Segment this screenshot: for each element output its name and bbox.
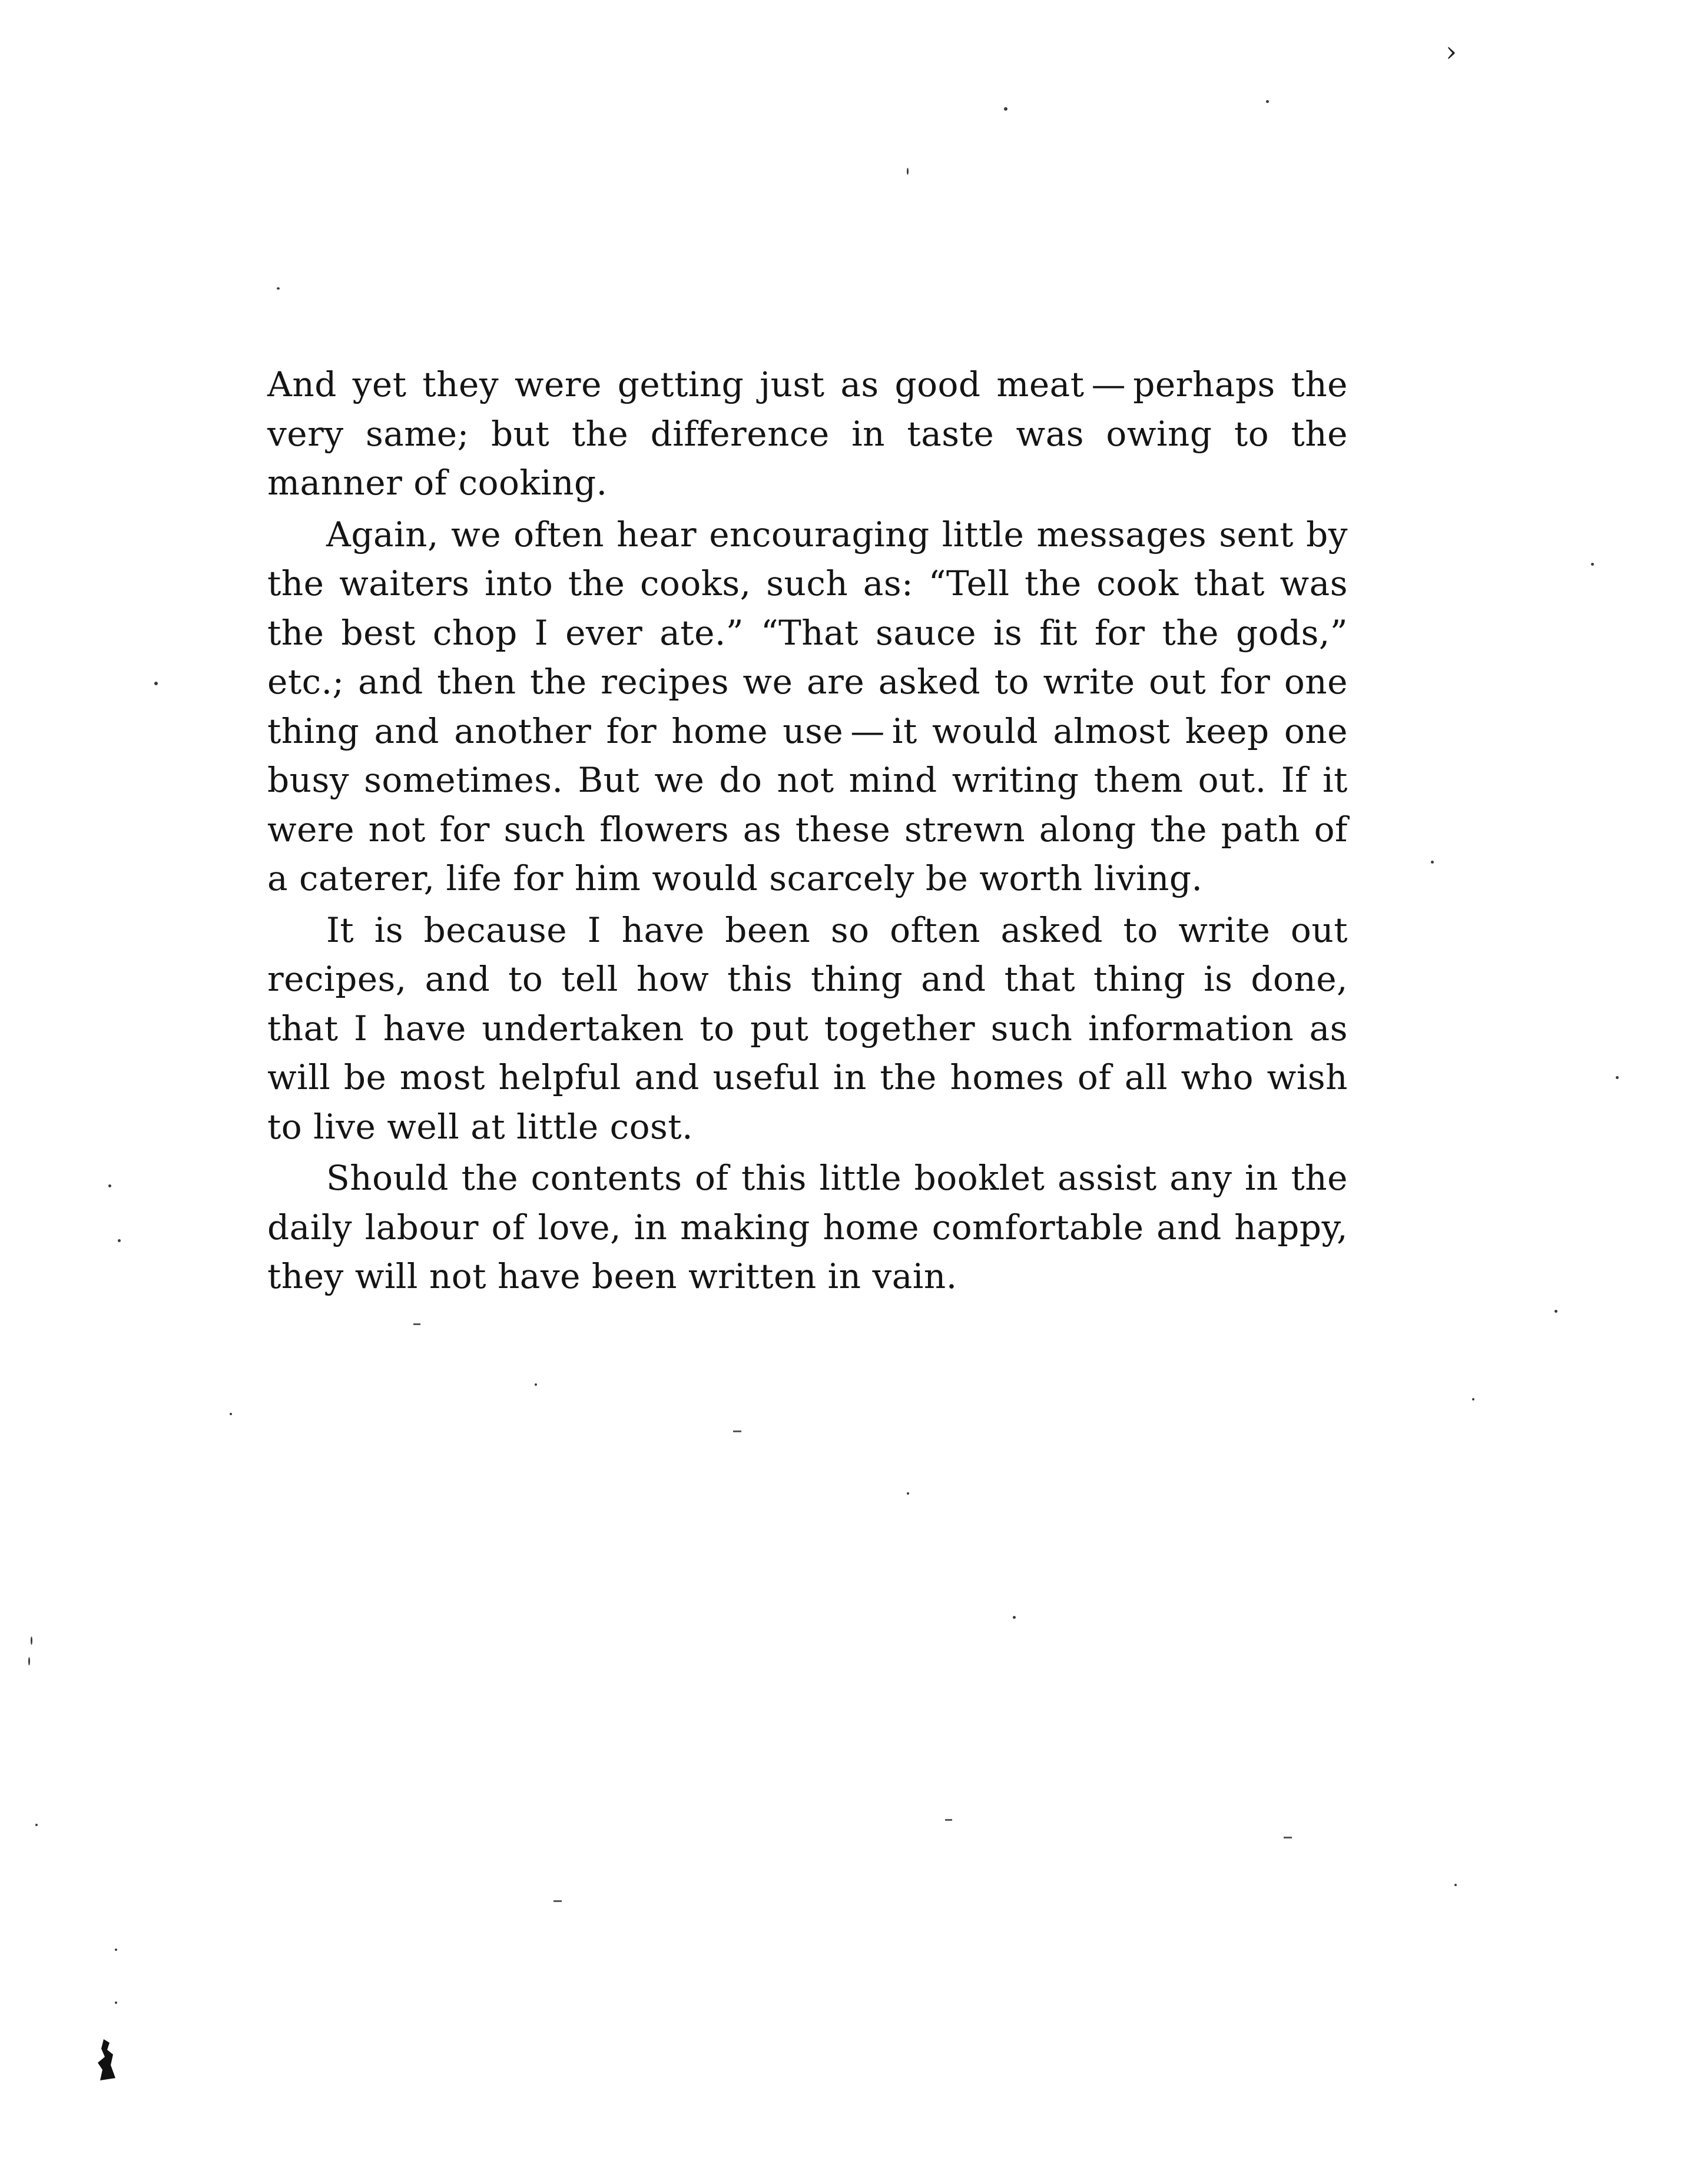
scan-speck [1004,107,1007,111]
scan-speck [1013,1616,1016,1619]
scan-speck [277,287,280,290]
body-text [267,360,1348,1304]
scan-dash [733,1430,741,1432]
corner-scan-mark: › [1446,35,1457,68]
scan-speck [31,1637,32,1645]
paragraph-1: And yet they were getting just as good meat — perhaps the very same; but the difference in taste was owing to the manner of cooking. [267,364,1348,503]
scan-speck [1591,563,1594,566]
scan-speck [28,1657,30,1665]
ink-blot [95,2037,119,2084]
scan-speck [535,1383,537,1386]
scan-speck [108,1184,111,1187]
scan-speck [1472,1398,1474,1400]
paragraph-4: Should the contents of this little booklet assist any in the daily labour of love, in making home comfortable and happy, they will not have been written in vain. [267,1158,1348,1296]
scan-speck [907,1492,909,1495]
scan-speck [1431,861,1434,864]
scan-speck [907,168,909,175]
scan-speck [115,1949,117,1951]
paragraph-2: Again, we often hear encouraging little messages sent by the waiters into the cooks, such as: “Tell the cook that was the best chop I ever ate.” “That sauce is fit for the gods,” etc.; and then the recipes we are asked to write out for one thing and another for home use — it would almost keep one busy sometimes. But we do not mind writing them out. If it were not for such flowers as these strewn along the path of a caterer, life for him would scarcely be worth living. [267,514,1348,898]
scan-speck [230,1413,232,1415]
scan-speck [1616,1076,1619,1079]
scan-speck [1555,1310,1557,1313]
scan-speck [115,2002,117,2004]
scan-dash [1284,1837,1292,1838]
paragraph-3: It is because I have been so often asked to write out recipes, and to tell how this thing and that thing is done, that I have undertaken to put together such information as will be most helpful and useful in the homes of all who wish to live well at little cost. [267,910,1348,1147]
scan-speck [1266,100,1269,103]
scan-dash [413,1323,420,1325]
scan-speck [154,682,158,685]
scan-speck [118,1239,121,1242]
scan-speck [35,1824,38,1826]
scan-speck [1454,1884,1457,1886]
scan-dash [553,1900,562,1902]
scan-dash [945,1819,952,1821]
